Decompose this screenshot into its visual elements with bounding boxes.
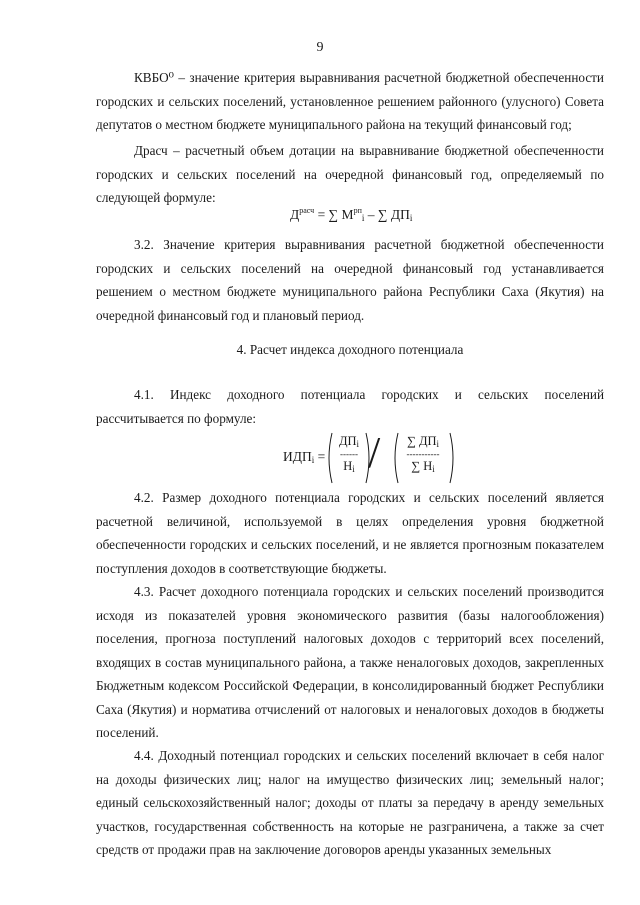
formula-idp	[283, 428, 463, 488]
formula-lhs: Д	[290, 207, 300, 222]
formula-sum-m: = ∑ М	[314, 207, 354, 222]
formula-drasch	[290, 206, 412, 223]
section-title: 4. Расчет индекса доходного потенциала	[236, 342, 464, 357]
right-paren-2-icon	[449, 432, 457, 484]
formula-lhs-sup: расч	[299, 206, 315, 215]
fraction-1: $ДП_i$ ------ $H_i$	[338, 434, 360, 474]
paragraph-4-1: 4.1. Индекс доходного потенциала городских и сельских поселений рассчитывается по формуле:	[96, 387, 604, 426]
paragraph-4-2: 4.2. Размер доходного потенциала городских и сельских поселений является расчетной величиной, используемой в целях определения уровня бюджетной обеспеченности городских и сельских поселений, и не является прогнозным показателем поступления доходов в соответствующие бюджеты.	[96, 490, 604, 576]
fraction-2: ∑ $ДП_i$ ----------- ∑ $H_i$	[406, 434, 440, 474]
paragraph-drasch-definition: Драсч – расчетный объем дотации на выравнивание бюджетной обеспеченности городских и сельских поселений на очередной финансовый год, определяемый по следующей формуле:	[96, 143, 604, 205]
division-slash: /	[368, 428, 381, 477]
paragraph-4-4: 4.4. Доходный потенциал городских и сельских поселений включает в себя налог на доходы физических лиц; налог на имущество физических лиц; земельный налог; единый сельскохозяйственный налог; доходы от платы за передачу в аренду земельных участков, государственная собственность на которые не разграничена, а также за счет средств от продажи прав на заключение договоров аренды указанных земельных	[96, 748, 604, 857]
formula-dp-sub: i	[409, 213, 413, 223]
formula-m-sup: рп	[353, 206, 362, 215]
formula-idp-lhs: $ИДП_i$ =	[283, 449, 326, 465]
paragraph-3-2: 3.2. Значение критерия выравнивания расчетной бюджетной обеспеченности городских и сельских поселений на очередной финансовый год устанавливается решением о местном бюджете муниципального района Республики Саха (Якутия) на очередной финансовый год и плановый период.	[96, 237, 604, 323]
paragraph-4-3: 4.3. Расчет доходного потенциала городских и сельских поселений производится исходя из показателей уровня экономического развития (базы налогообложения) поселения, прогноза поступлений налоговых доходов с территорий всех поселений, входящих в состав муниципального района, а также неналоговых доходов, закрепленных Бюджетным кодексом Российской Федерации, в консолидированный бюджет Республики Саха (Якутия) и норматива отчислений от налоговых и неналоговых доходов в бюджеты поселений.	[96, 584, 604, 740]
formula-m-sub: i	[361, 213, 365, 223]
page-number: 9	[316, 40, 324, 55]
paragraph-kvbo-definition: КВБО⁰ – значение критерия выравнивания расчетной бюджетной обеспеченности городских и сельских поселений, установленное решением районного (улусного) Совета депутатов о местном бюджете муниципального района на текущий финансовый год;	[96, 70, 604, 132]
formula-minus-dp: – ∑ ДП	[364, 207, 410, 222]
